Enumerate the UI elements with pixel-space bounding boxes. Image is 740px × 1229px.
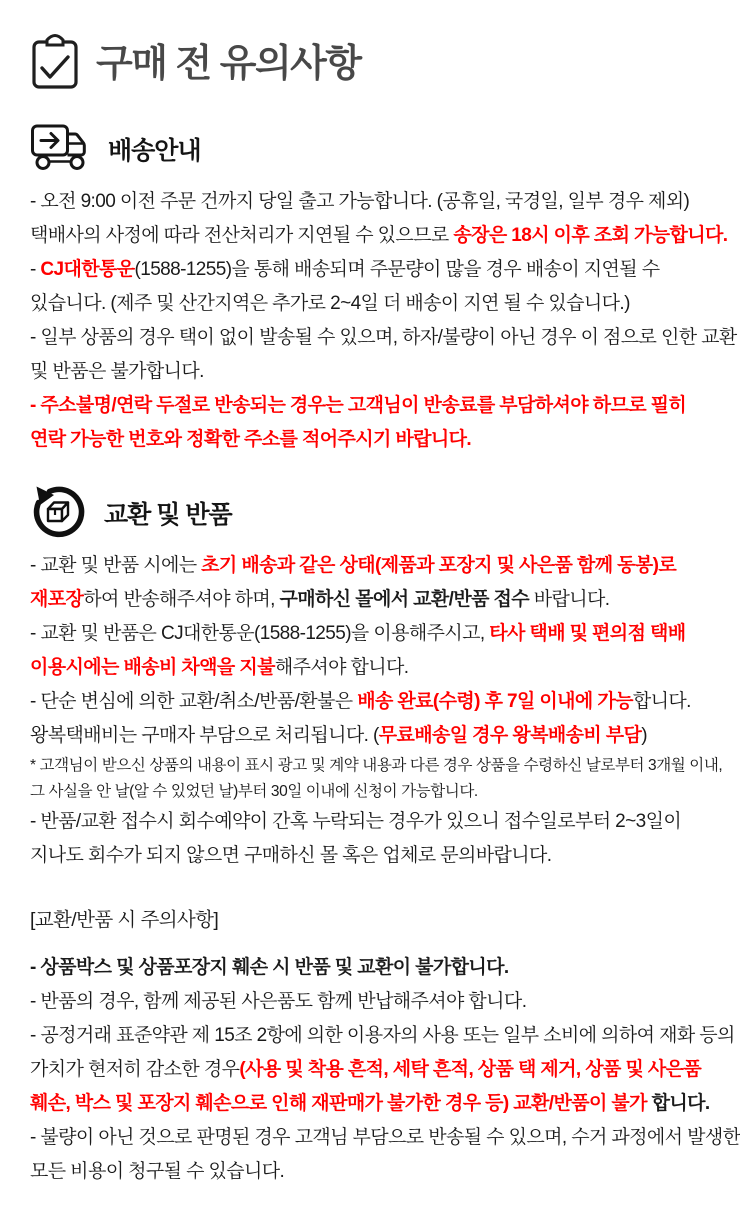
text-run: 바랍니다.: [529, 589, 610, 610]
truck-icon: [30, 120, 90, 179]
caution-heading: [교환/반품 시 주의사항]: [30, 909, 219, 931]
highlighted-text-run: CJ대한통운: [40, 259, 135, 280]
text-run: 있습니다. (제주 및 산간지역은 추가로 2~4일 더 배송이 지연 될 수 있습니다.): [30, 293, 630, 314]
text-line: [30, 685, 712, 719]
text-run: - 교환 및 반품 시에는: [30, 555, 202, 576]
highlighted-text-run: 타사 택배 및 편의점 택배: [489, 623, 686, 644]
highlighted-text-run: - 상품박스 및 상품포장지 훼손 시 반품 및 교환이 불가합니다.: [30, 957, 509, 978]
text-line-footnote: [30, 779, 712, 805]
text-run: - 교환 및 반품은 CJ대한통운(1588-1255)을 이용해주시고,: [30, 623, 490, 644]
text-line: [30, 1053, 712, 1087]
section-exchange-return: [30, 485, 723, 873]
highlighted-text-run: 구매하신 몰에서 교환/반품 접수: [279, 589, 530, 610]
text-line: [30, 1019, 735, 1053]
return-box-icon: [30, 482, 86, 545]
highlighted-text-run: 연락 가능한 번호와 정확한 주소를 적어주시기 바랍니다.: [30, 429, 472, 450]
text-run: 및 반품은 불가합니다.: [30, 361, 204, 382]
text-run: - 반품의 경우, 함께 제공된 사은품도 함께 반납해주셔야 합니다.: [30, 991, 527, 1012]
text-run: - 불량이 아닌 것으로 판명된 경우 고객님 부담으로 반송될 수 있으며, 수거 과정에서 발생한: [30, 1127, 740, 1148]
text-run: - 단순 변심에 의한 교환/취소/반품/환불은: [30, 691, 358, 712]
text-line: [30, 549, 712, 583]
text-line: [30, 219, 728, 253]
text-line: [30, 1155, 712, 1189]
text-run: 모든 비용이 청구될 수 있습니다.: [30, 1161, 285, 1182]
text-run: (1588-1255)을 통해 배송되며 주문량이 많을 경우 배송이 지연될 수: [134, 259, 660, 280]
highlighted-text-run: 훼손, 박스 및 포장지 훼손으로 인해 재판매가 불가한 경우 등) 교환/반품이 불가: [30, 1093, 647, 1114]
highlighted-text-run: - 주소불명/연락 두절로 반송되는 경우는 고객님이 반송료를 부담하셔야 하므로 필히: [30, 395, 687, 416]
text-run: 그 사실을 안 날(알 수 있었던 날)부터 30일 이내에 신청이 가능합니다.: [30, 783, 478, 800]
highlighted-text-run: (사용 및 착용 흔적, 세탁 흔적, 상품 택 제거, 상품 및 사은품: [239, 1059, 702, 1080]
highlighted-text-run: 송장은 18시 이후 조회 가능합니다.: [453, 225, 728, 246]
text-run: 택배사의 사정에 따라 전산처리가 지연될 수 있으므로: [30, 225, 454, 246]
text-line-footnote: [30, 753, 723, 779]
text-run: ): [641, 725, 648, 746]
text-line: [30, 423, 712, 457]
section-caution: [30, 903, 740, 1189]
text-run: 왕복택배비는 구매자 부담으로 처리됩니다. (: [30, 725, 379, 746]
text-run: - 반품/교환 접수시 회수예약이 간혹 누락되는 경우가 있으니 접수일로부터 2~3일이: [30, 811, 682, 832]
text-run: 해주셔야 합니다.: [274, 657, 409, 678]
highlighted-text-run: 이용시에는 배송비 차액을 지불: [30, 657, 275, 678]
text-line: [30, 1087, 712, 1121]
page-title: 구매 전 유의사항: [96, 42, 361, 85]
text-run: 지나도 회수가 되지 않으면 구매하신 몰 혹은 업체로 문의바랍니다.: [30, 845, 552, 866]
text-run: 하여 반송해주셔야 하며,: [83, 589, 280, 610]
text-line: [30, 185, 712, 219]
text-run: - 오전 9:00 이전 주문 건까지 당일 출고 가능합니다. (공휴일, 국경일, 일부 경우 제외): [30, 191, 690, 212]
text-line: [30, 651, 712, 685]
text-run: - 일부 상품의 경우 택이 없이 발송될 수 있으며, 하자/불량이 아닌 경우 이 점으로 인한 교환: [30, 327, 737, 348]
text-line: [30, 839, 712, 873]
text-line: [30, 355, 712, 389]
section-shipping: [30, 121, 737, 457]
shipping-heading: 배송안내: [108, 137, 201, 165]
highlighted-text-run: 배송 완료(수령) 후 7일 이내에 가능: [357, 691, 633, 712]
exchange-heading-row: [30, 485, 712, 541]
text-run: * 고객님이 받으신 상품의 내용이 표시 광고 및 계약 내용과 다른 경우 상품을 수령하신 날로부터 3개월 이내,: [30, 757, 723, 774]
page-title-row: [30, 34, 712, 95]
text-line: [30, 985, 712, 1019]
highlighted-text-run: 초기 배송과 같은 상태(제품과 포장지 및 사은품 함께 동봉)로: [201, 555, 677, 576]
text-run: 합니다.: [632, 691, 691, 712]
text-run: - 공정거래 표준약관 제 15조 2항에 의한 이용자의 사용 또는 일부 소비에 의하여 재화 등의: [30, 1025, 735, 1046]
text-line: [30, 287, 712, 321]
text-line: [30, 321, 737, 355]
text-line: [30, 1121, 740, 1155]
text-line: [30, 253, 712, 287]
highlighted-text-run: 무료배송일 경우 왕복배송비 부담: [378, 725, 642, 746]
text-line: [30, 617, 712, 651]
text-line: [30, 719, 712, 753]
clipboard-check-icon: [30, 34, 80, 95]
text-line: [30, 389, 712, 423]
text-line: [30, 951, 712, 985]
text-run: -: [30, 259, 41, 280]
highlighted-text-run: 합니다.: [646, 1093, 710, 1114]
text-run: 가치가 현저히 감소한 경우: [30, 1059, 240, 1080]
shipping-heading-row: [30, 121, 712, 177]
exchange-heading: 교환 및 반품: [104, 501, 232, 529]
text-line: [30, 583, 712, 617]
highlighted-text-run: 재포장: [30, 589, 84, 610]
text-line: [30, 805, 712, 839]
